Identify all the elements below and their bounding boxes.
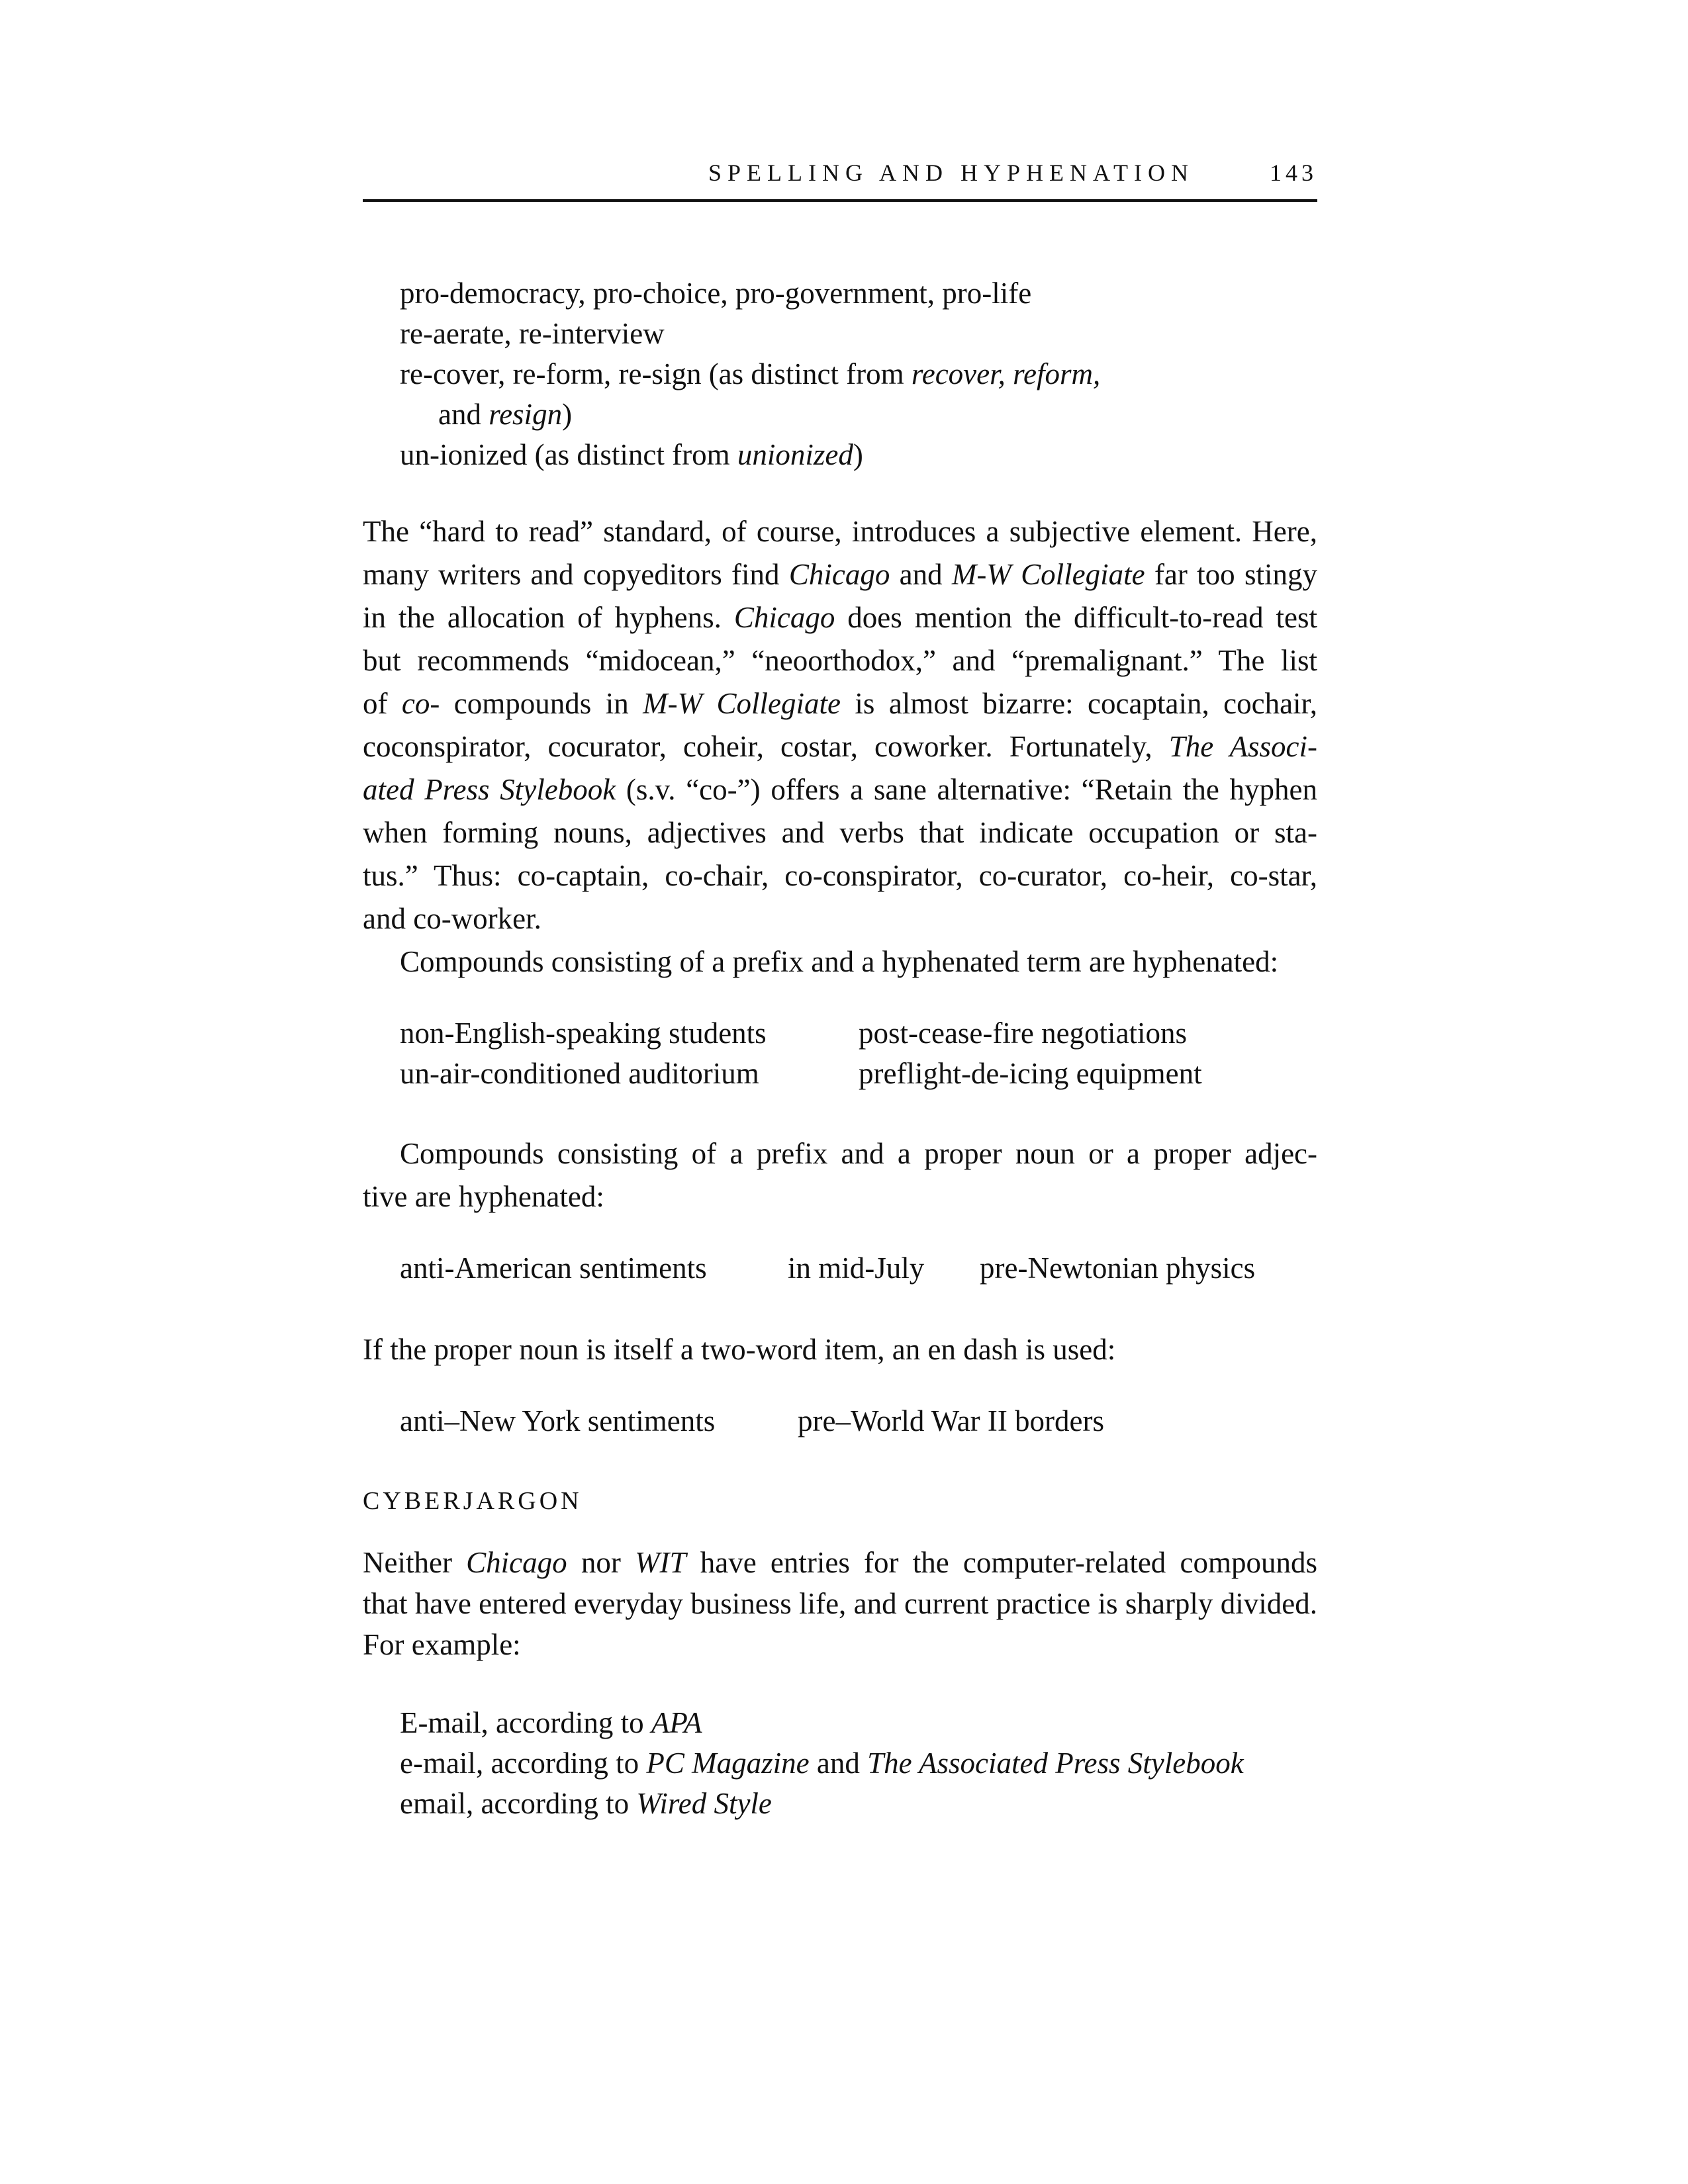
header-rule <box>363 199 1317 202</box>
example-line: re-aerate, re-interview <box>400 317 665 350</box>
paragraph-en-dash: If the proper noun is itself a two-word item, an en dash is used: <box>363 1333 1116 1366</box>
example-line-continuation: and resign) <box>438 398 573 431</box>
page-number: 143 <box>1270 159 1317 186</box>
example-line: pro-democracy, pro-choice, pro-government, pro-life <box>400 277 1032 310</box>
example-item: in mid-July <box>788 1251 925 1285</box>
page-header <box>363 156 1317 189</box>
running-head: SPELLING AND HYPHENATION <box>708 159 1194 186</box>
example-line: e-mail, according to PC Magazine and The Associated Press Stylebook <box>400 1747 1244 1780</box>
example-item: non-English-speaking students <box>400 1017 767 1050</box>
example-item: anti–New York sentiments <box>400 1404 716 1437</box>
example-line: un-ionized (as distinct from unionized) <box>400 438 863 471</box>
example-item: preflight-de-icing equipment <box>859 1057 1202 1090</box>
section-heading: CYBERJARGON <box>363 1487 583 1515</box>
example-item: pre-Newtonian physics <box>980 1251 1256 1285</box>
example-item: pre–World War II borders <box>798 1404 1105 1437</box>
example-item: un-air-conditioned auditorium <box>400 1057 759 1090</box>
example-line: E-mail, according to APA <box>400 1706 702 1739</box>
book-page: SPELLING AND HYPHENATION 143 pro-democracy, pro-choice, pro-government, pro-life re-aerate, re-interview re-cover, re-form, re-sign (as distinct from recover, reform, and resign) un-ionized (as distinct from unionized) The “hard to read” standard, of course, introduces a subjective element. Here, many writers and copyeditors find Chicago and M-W Collegiate far too stingy in the allocation of hyphens. Chicago does mention the difficult-to-read test but recommends “midocean,” “neoorthodox,” and “premalignant.” The list of co- compounds in M-W Collegiate is almost bizarre: cocaptain, cochair, coconspirator, cocurator, coheir, costar, coworker. Fortunately, The Associ- ated Press Stylebook (s.v. “co-”) offers a sane alternative: “Retain the hyphen when forming nouns, adjectives and verbs that indicate occupation or sta- tus.” Thus: co-captain, co-chair, co-conspirator, co-curator, co-heir, co-star, and co-worker. Compounds consisting of a prefix and a hyphenated term are hyphenated: non-English-speaking students un-air-conditioned auditorium post-cease-fire negotiations preflight-de-icing equipment Compounds consisting of a prefix and a proper noun or a proper adjec- tive are hyphenated: anti-American sentiments in mid-July pre-Newtonian physics If the proper noun is itself a two-word item, an en dash is used: anti–New York sentiments pre–World War II borders CYBERJARGON Neither Chicago nor WIT have entries for the computer-related compounds that have entered everyday business life, and current practice is sharply divided. For example: E-mail, according to APA e-mail, according to PC Magazine and The Associated Press Stylebook email, according to Wired Style <box>0 0 1688 2184</box>
example-line: re-cover, re-form, re-sign (as distinct from recover, reform, <box>400 357 1101 390</box>
example-line: email, according to Wired Style <box>400 1787 772 1820</box>
example-item: anti-American sentiments <box>400 1251 707 1285</box>
paragraph-prefix-hyphenated: Compounds consisting of a prefix and a hyphenated term are hyphenated: <box>400 945 1279 978</box>
example-item: post-cease-fire negotiations <box>859 1017 1188 1050</box>
